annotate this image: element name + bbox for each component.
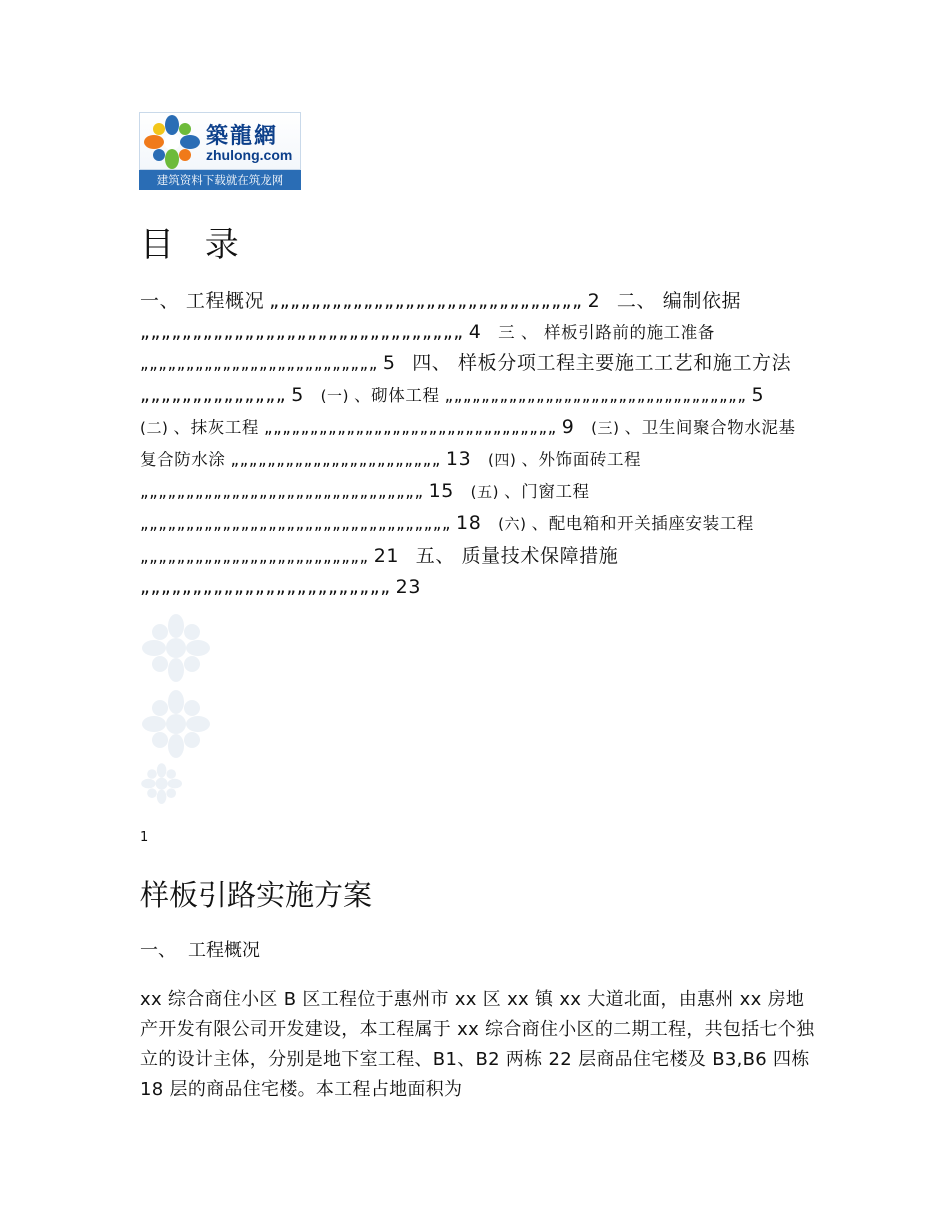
- page-number: 1: [140, 830, 149, 845]
- toc-entry[interactable]: 三 、 样板引路前的施工准备„„„„„„„„„„„„„„„„„„„„„„„„„„ 5: [140, 323, 715, 375]
- toc-entry[interactable]: 四、 样板分项工程主要施工工艺和施工方法„„„„„„„„„„„„„„ 5: [140, 352, 792, 406]
- toc-entry[interactable]: (二) 、抹灰工程 „„„„„„„„„„„„„„„„„„„„„„„„„„„„„„„„ 9: [140, 415, 575, 438]
- logo-slogan: 建筑资料下载就在筑龙网: [139, 170, 301, 190]
- section-label: 工程概况: [188, 940, 260, 961]
- watermark-logo-icon: [140, 612, 220, 812]
- logo-panel: [139, 112, 301, 170]
- toc-title: 目 录: [140, 225, 249, 265]
- logo-domain: zhulong.com: [206, 147, 293, 163]
- zhulong-logo: [139, 112, 301, 190]
- toc-entry[interactable]: 一、 工程概况 „„„„„„„„„„„„„„„„„„„„„„„„„„„„„„ 2: [140, 290, 601, 312]
- toc-entry[interactable]: 二、 编制依据„„„„„„„„„„„„„„„„„„„„„„„„„„„„„„„ 4: [140, 290, 742, 344]
- toc-entry[interactable]: (五) 、门窗工程„„„„„„„„„„„„„„„„„„„„„„„„„„„„„„„„„„ 18: [140, 482, 590, 535]
- table-of-contents: [140, 286, 812, 603]
- toc-entry[interactable]: (六) 、配电箱和开关插座安装工程„„„„„„„„„„„„„„„„„„„„„„„„„ 21: [140, 514, 754, 567]
- watermark-group: [140, 612, 220, 816]
- toc-entry[interactable]: (三) 、卫生间聚合物水泥基复合防水涂 „„„„„„„„„„„„„„„„„„„„„„„ 13: [140, 417, 796, 471]
- toc-entry[interactable]: (四) 、外饰面砖工程„„„„„„„„„„„„„„„„„„„„„„„„„„„„„„„ 15: [140, 450, 642, 503]
- logo-chinese-name: 築龍網: [206, 123, 279, 149]
- toc-entry[interactable]: 五、 质量技术保障措施„„„„„„„„„„„„„„„„„„„„„„„„ 23: [140, 544, 619, 598]
- document-title: 样板引路实施方案: [140, 878, 373, 912]
- section-heading: [140, 938, 260, 964]
- body-paragraph: xx 综合商住小区 B 区工程位于惠州市 xx 区 xx 镇 xx 大道北面，由惠州 xx 房地产开发有限公司开发建设，本工程属于 xx 综合商住小区的二期工程，共包括七个独立的设计主体，分别是地下室工程、B1、B2 两栋 22 层商品住宅楼及 B3,B6 四栋 18 层的商品住宅楼。本工程占地面积为: [140, 989, 815, 1100]
- pinwheel-logo-icon: [142, 115, 202, 169]
- toc-entry[interactable]: (一) 、砌体工程 „„„„„„„„„„„„„„„„„„„„„„„„„„„„„„„„„ 5: [320, 383, 765, 406]
- section-number: 一、: [140, 940, 176, 961]
